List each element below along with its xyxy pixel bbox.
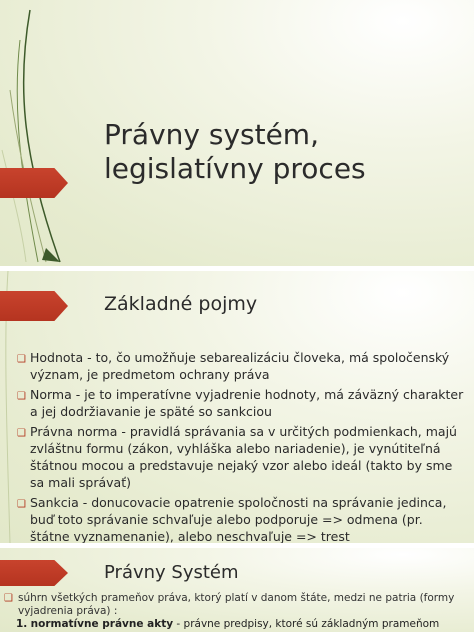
title-accent-tab bbox=[0, 560, 68, 586]
title-accent-tab bbox=[0, 168, 68, 198]
bullet-text: Právna norma - pravidlá správania sa v určitých podmienkach, majú zvláštnu formu (zákon, vyhláška alebo nariadenie), je vynútiteľná štátnou mocou a predstavuje nejaký vzor alebo ideál (takto by sme sa mali správať) bbox=[30, 424, 457, 490]
leaf-bullet-icon: ❑ bbox=[17, 428, 26, 439]
basic-concepts-slide bbox=[0, 271, 474, 543]
decorative-leaf-arrows-icon bbox=[0, 0, 120, 266]
title-accent-tab bbox=[0, 291, 68, 321]
title-slide bbox=[0, 0, 474, 266]
legal-system-slide bbox=[0, 548, 474, 632]
slide-title: Právny Systém bbox=[104, 562, 239, 583]
bullet-text: Sankcia - donucovacie opatrenie spoločnosti na správanie jedinca, buď toto správanie schvaľuje alebo podporuje => odmena (pr. štátne vyznamenanie), alebo neschvaľuje => trest bbox=[30, 495, 447, 543]
leaf-bullet-icon: ❑ bbox=[17, 354, 26, 365]
list-item bbox=[0, 386, 474, 420]
list-item bbox=[0, 349, 474, 383]
title-line-2: legislatívny proces bbox=[104, 152, 366, 185]
slide-title: Základné pojmy bbox=[104, 293, 258, 315]
leaf-bullet-icon: ❑ bbox=[17, 391, 26, 402]
definition-text-content: súhrn všetkých prameňov práva, ktorý platí v danom štáte, medzi ne patria (formy vyjadrenia práva) : bbox=[18, 592, 455, 617]
slide-title bbox=[104, 118, 366, 186]
list-item bbox=[0, 423, 474, 491]
item-number: 1. bbox=[16, 618, 28, 630]
bullet-text: Norma - je to imperatívne vyjadrenie hodnoty, má záväzný charakter a jej dodržiavanie je späté so sankciou bbox=[30, 387, 464, 419]
item-bold-term: normatívne právne akty bbox=[30, 618, 174, 630]
bullet-list bbox=[0, 349, 474, 543]
bullet-text: Hodnota - to, čo umožňuje sebarealizáciu človeka, má spoločenský význam, je predmetom ochrany práva bbox=[30, 350, 450, 382]
leaf-bullet-icon: ❑ bbox=[17, 499, 26, 510]
list-item bbox=[0, 494, 474, 543]
leaf-bullet-icon: ❑ bbox=[4, 593, 13, 604]
item-rest-text: - právne predpisy, ktoré sú základným prameňom bbox=[173, 618, 440, 630]
title-line-1: Právny systém, bbox=[104, 118, 319, 151]
list-item bbox=[16, 618, 439, 630]
definition-text bbox=[4, 592, 468, 618]
